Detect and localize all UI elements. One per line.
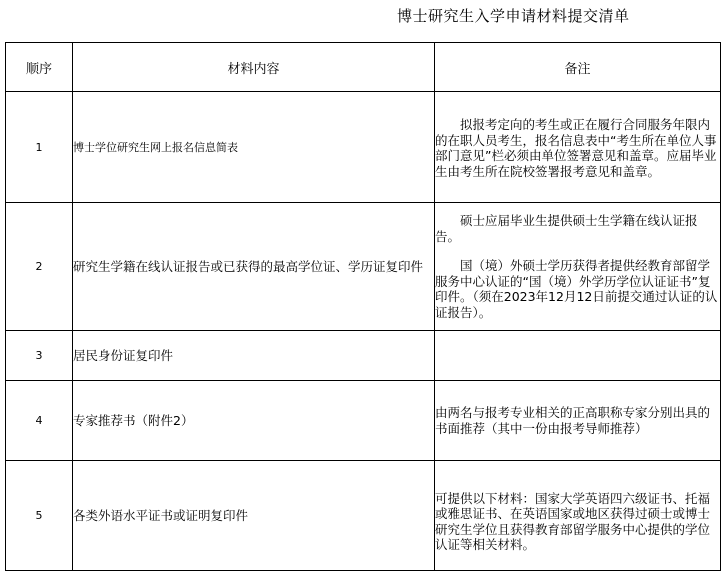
header-order: 顺序 [6,43,73,92]
material-content: 研究生学籍在线认证报告或已获得的最高学位证、学历证复印件 [73,203,435,331]
table-row [6,203,721,331]
row-number: 1 [6,92,73,203]
note-cell [435,461,721,571]
material-content: 居民身份证复印件 [73,331,435,381]
row-number: 5 [6,461,73,571]
table-row [6,381,721,461]
material-content: 各类外语水平证书或证明复印件 [73,461,435,571]
table-row [6,331,721,381]
material-content-text: 专家推荐书（附件2） [73,413,194,428]
row-number: 4 [6,381,73,461]
header-notes: 备注 [435,43,721,92]
table-row [6,92,721,203]
row-number: 3 [6,331,73,381]
note-cell [435,203,721,331]
page-title: 博士研究生入学申请材料提交清单 [397,7,630,25]
note-cell [435,381,721,461]
table-header-row [6,43,721,92]
note-text: 硕士应届毕业生提供硕士生学籍在线认证报告。 [435,213,698,244]
note-text: 国（境）外硕士学历获得者提供经教育部留学服务中心认证的“国（境）外学历学位认证证书”复印件。（须在2023年12月12日前提交通过认证的认证报告）。 [435,258,718,320]
note-text: 可提供以下材料：国家大学英语四六级证书、托福或雅思证书、在英语国家或地区获得过硕士或博士研究生学位且获得教育部留学服务中心提供的学位认证等相关材料。 [435,490,711,552]
material-content [73,381,435,461]
header-content: 材料内容 [73,43,435,92]
material-content: 博士学位研究生网上报名信息简表 [73,92,435,203]
note-text: 拟报考定向的考生或正在履行合同服务年限内的在职人员考生，报名信息表中“考生所在单位人事部门意见”栏必须由单位签署意见和盖章。应届毕业生由考生所在院校签署报考意见和盖章。 [435,117,717,179]
materials-table [5,42,721,571]
table-row [6,461,721,571]
note-cell [435,331,721,381]
row-number: 2 [6,203,73,331]
note-cell [435,92,721,203]
note-text: 由两名与报考专业相关的正高职称专家分别出具的书面推荐（其中一份由报考导师推荐） [435,405,711,436]
